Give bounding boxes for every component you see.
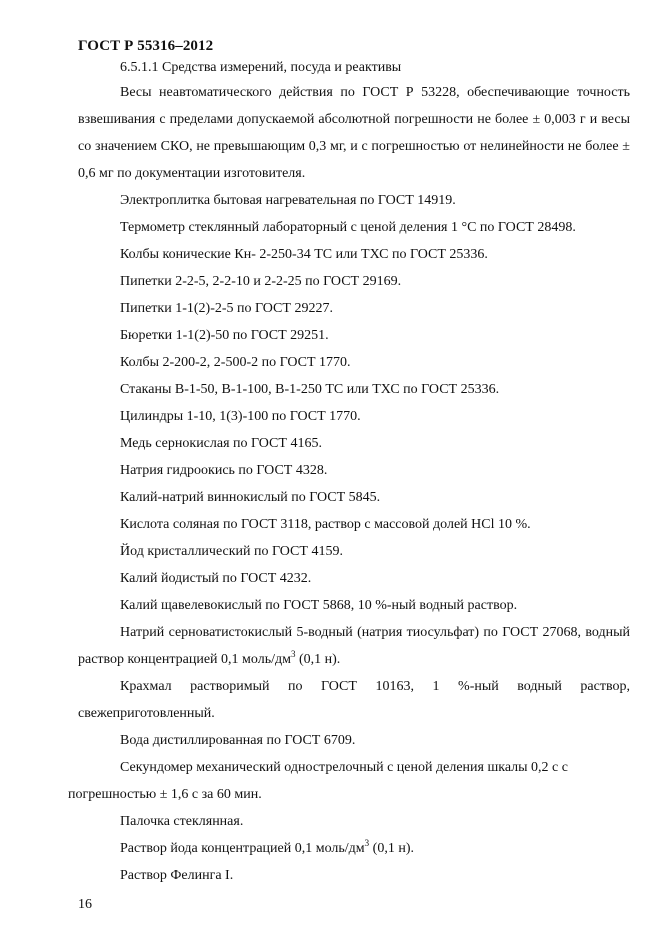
paragraph-sodium-thiosulfate bbox=[78, 619, 630, 673]
paragraph-potassium-sodium-tartrate: Калий-натрий виннокислый по ГОСТ 5845. bbox=[120, 490, 381, 505]
paragraph-beakers: Стаканы В-1-50, В-1-100, В-1-250 ТС или ТХС по ГОСТ 25336. bbox=[120, 382, 500, 397]
document-body bbox=[68, 79, 630, 889]
paragraph-cylinders: Цилиндры 1-10, 1(3)-100 по ГОСТ 1770. bbox=[120, 409, 361, 424]
paragraph-conical-flasks: Колбы конические Кн- 2-250-34 ТС или ТХС по ГОСТ 25336. bbox=[120, 247, 488, 262]
sodium-thiosulfate-text: Натрий серноватистокислый 5-водный (натрия тиосульфат) по ГОСТ 27068, водный раствор концентрацией 0,1 моль/дм bbox=[78, 625, 630, 667]
paragraph-potassium-iodide: Калий йодистый по ГОСТ 4232. bbox=[120, 571, 312, 586]
paragraph-water: Вода дистиллированная по ГОСТ 6709. bbox=[120, 733, 356, 748]
paragraph-glass-rod: Палочка стеклянная. bbox=[120, 814, 244, 829]
paragraph-hydrochloric-acid: Кислота соляная по ГОСТ 3118, раствор с массовой долей HCl 10 %. bbox=[120, 517, 531, 532]
section-title: 6.5.1.1 Средства измерений, посуда и реактивы bbox=[120, 60, 402, 75]
paragraph-copper-sulfate: Медь сернокислая по ГОСТ 4165. bbox=[120, 436, 322, 451]
paragraph-thermometer: Термометр стеклянный лабораторный с ценой деления 1 °С по ГОСТ 28498. bbox=[120, 220, 576, 235]
iodine-solution-tail: (0,1 н). bbox=[369, 841, 414, 856]
paragraph-volumetric-flasks: Колбы 2-200-2, 2-500-2 по ГОСТ 1770. bbox=[120, 355, 351, 370]
page-number: 16 bbox=[78, 897, 92, 912]
paragraph-potassium-oxalate: Калий щавелевокислый по ГОСТ 5868, 10 %-ный водный раствор. bbox=[120, 598, 518, 613]
paragraph-pipettes-2: Пипетки 2-2-5, 2-2-10 и 2-2-25 по ГОСТ 29169. bbox=[120, 274, 402, 289]
paragraph-sodium-hydroxide: Натрия гидроокись по ГОСТ 4328. bbox=[120, 463, 328, 478]
paragraph-fehling: Раствор Фелинга I. bbox=[120, 868, 234, 883]
paragraph-stopwatch: Секундомер механический однострелочный с ценой деления шкалы 0,2 с с погрешностью ± 1,6 с за 60 мин. bbox=[68, 760, 568, 802]
paragraph-pipettes-1: Пипетки 1-1(2)-2-5 по ГОСТ 29227. bbox=[120, 301, 333, 316]
paragraph-iodine: Йод кристаллический по ГОСТ 4159. bbox=[120, 544, 343, 559]
superscript-three: 3 bbox=[290, 649, 296, 659]
superscript-three: 3 bbox=[364, 838, 370, 848]
sodium-thiosulfate-tail: (0,1 н). bbox=[295, 652, 341, 667]
paragraph-scales: Весы неавтоматического действия по ГОСТ Р 53228, обеспечивающие точность взвешивания с пределами допускаемой абсолютной погрешности не более ± 0,003 г и весы со значением СКО, не превышающим 0,3 мг, и с погрешностью от нелинейности не более ± 0,6 мг по документации изготовителя. bbox=[78, 85, 630, 181]
iodine-solution-text: Раствор йода концентрацией 0,1 моль/дм bbox=[120, 841, 365, 856]
paragraph-starch: Крахмал растворимый по ГОСТ 10163, 1 %-ный водный раствор, свежеприготовленный. bbox=[78, 679, 630, 721]
paragraph-hotplate: Электроплитка бытовая нагревательная по ГОСТ 14919. bbox=[120, 193, 456, 208]
paragraph-iodine-solution bbox=[78, 835, 630, 862]
standard-header: ГОСТ Р 55316–2012 bbox=[78, 38, 214, 54]
paragraph-burettes: Бюретки 1-1(2)-50 по ГОСТ 29251. bbox=[120, 328, 329, 343]
